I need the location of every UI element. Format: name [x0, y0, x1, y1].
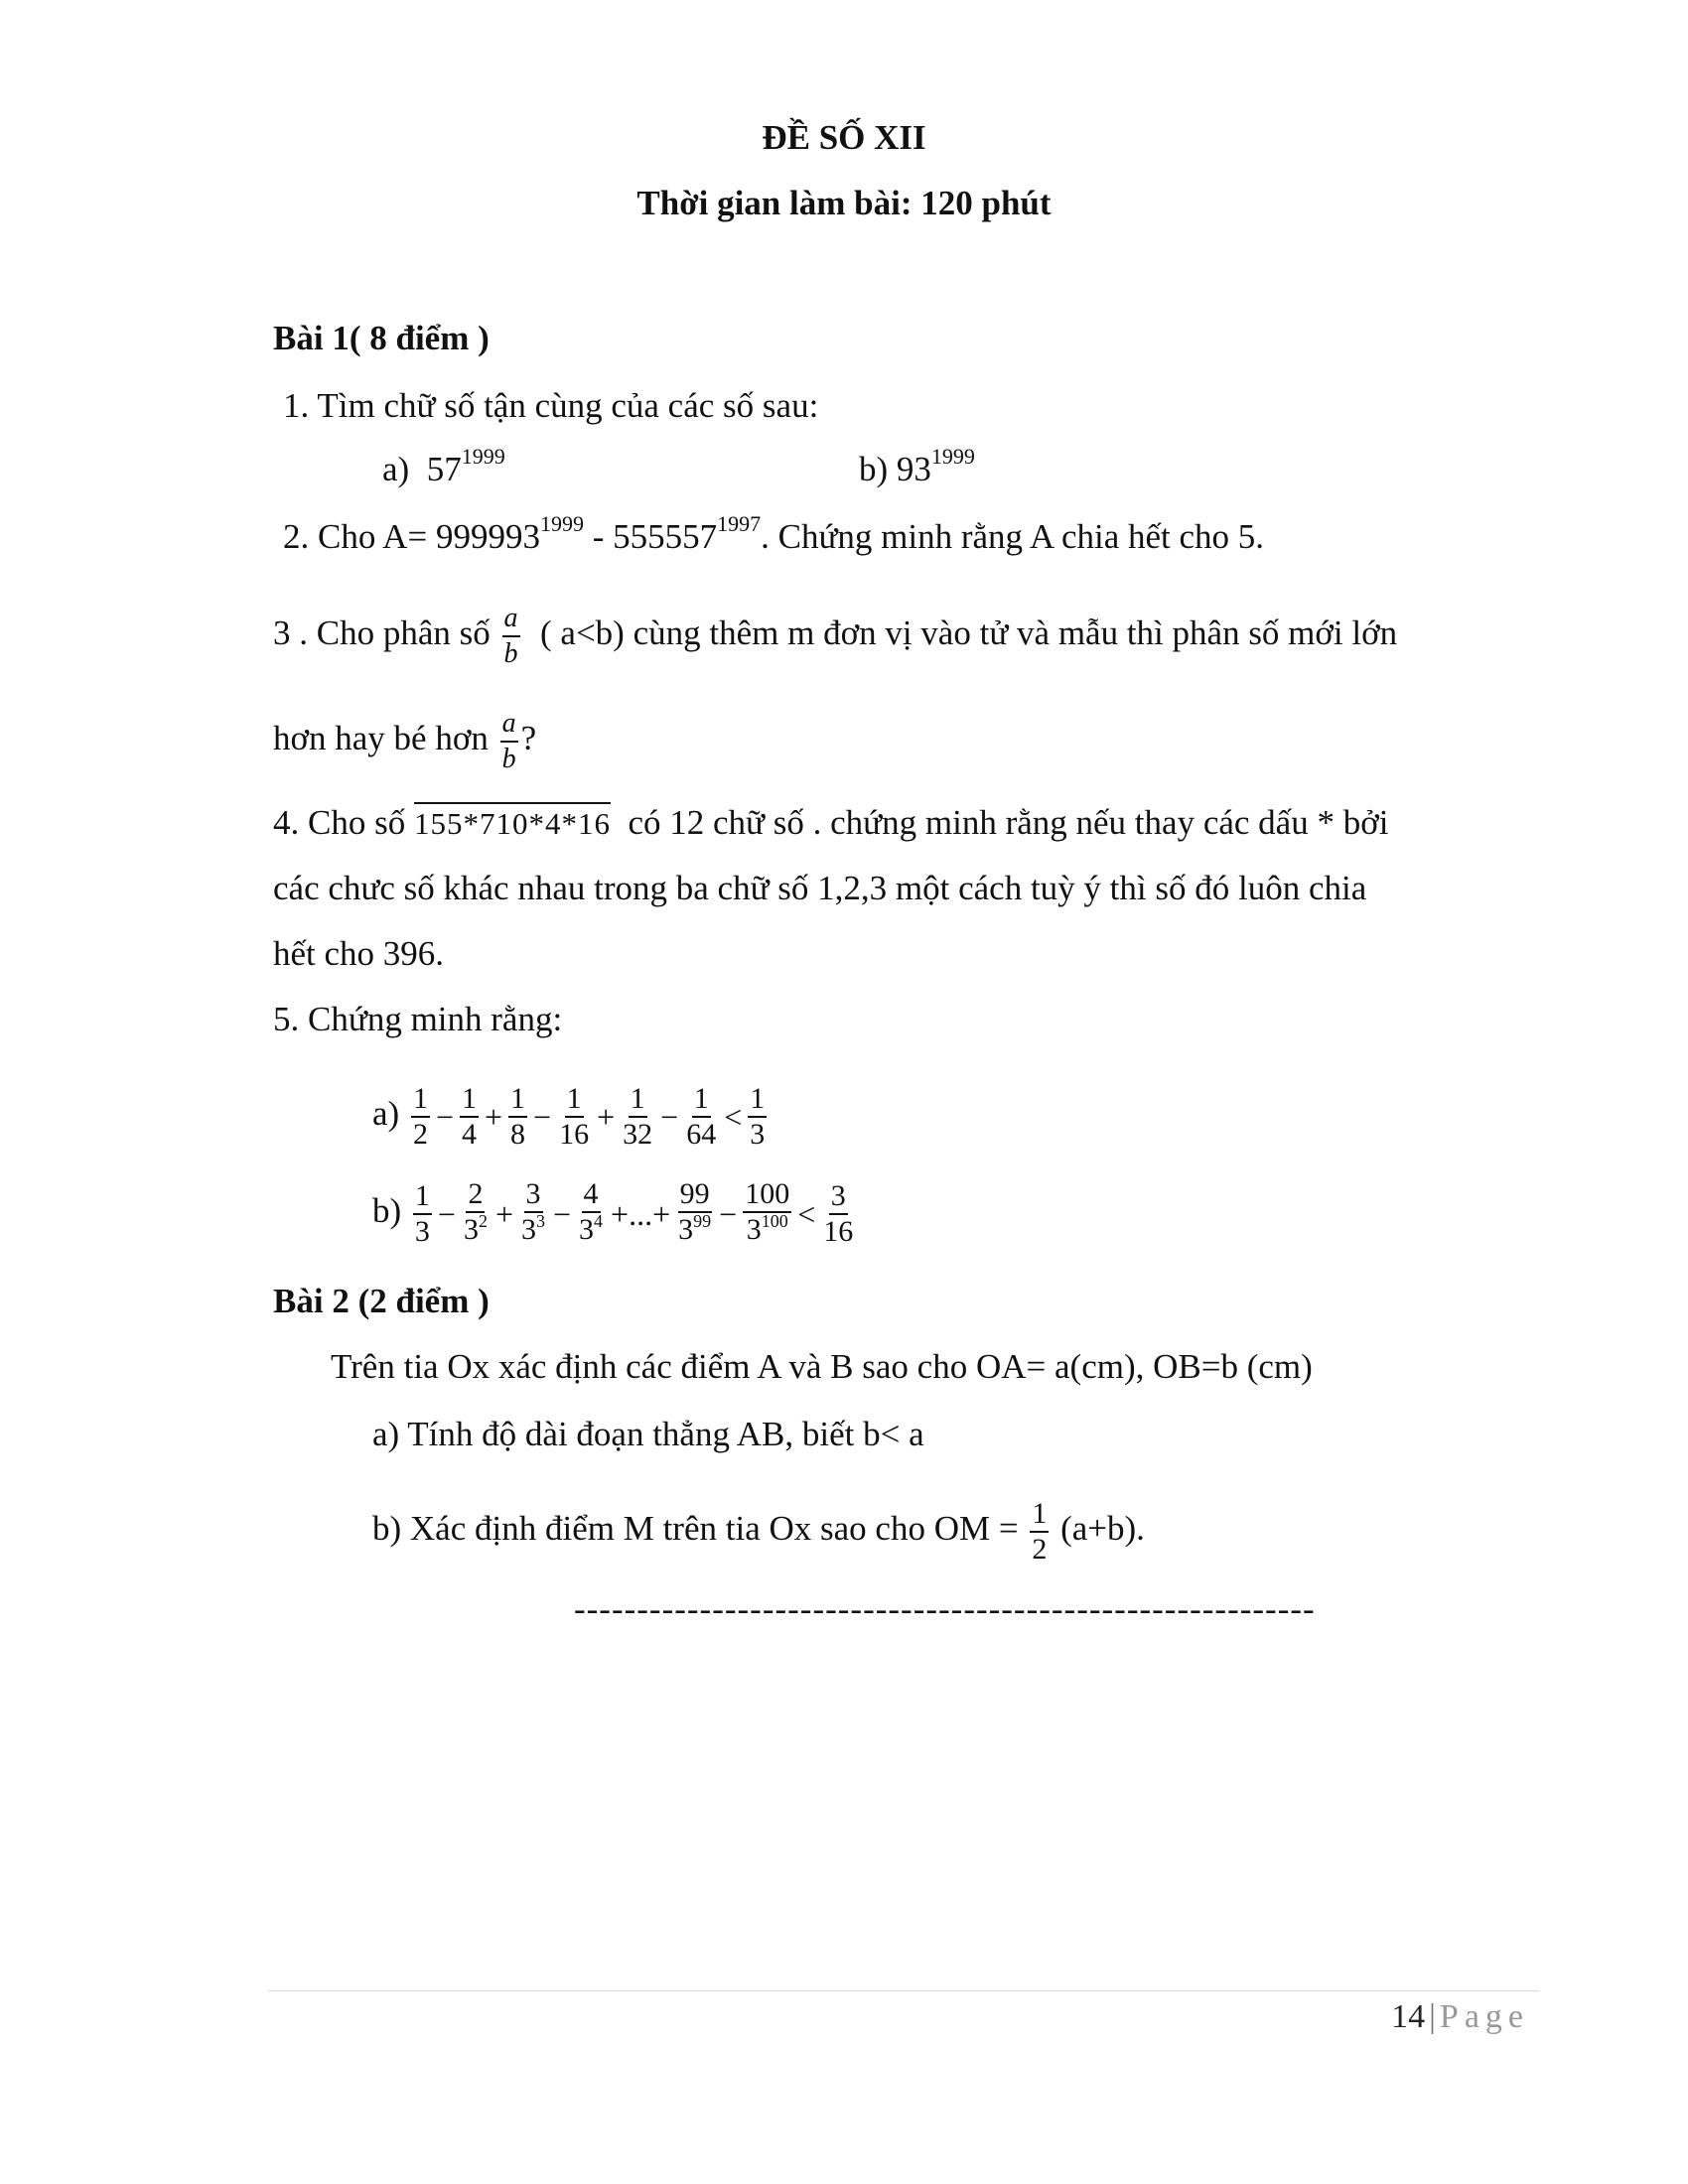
bai2-b-frac-den: 2 [1032, 1532, 1048, 1566]
q5-a-numerator: 1 [460, 1082, 479, 1118]
q3-line2-text: hơn hay bé hơn [273, 719, 489, 758]
q3-middle: ( a<b) cùng thêm m đơn vị vào tử và mẫu thì phân số mới lớn [540, 614, 1398, 653]
separator-line: ----------------------------------------------------------- [574, 1589, 1316, 1628]
q5-b-exponent: 3 [536, 1211, 545, 1232]
q5-a-operator: + [485, 1098, 503, 1135]
q5-a-fraction [557, 1082, 591, 1152]
page-number-separator: | [1429, 1998, 1436, 2035]
q4-line3: hết cho 396. [273, 934, 445, 973]
q2-exp1: 1999 [539, 511, 584, 536]
q5-a-operator: < [724, 1098, 743, 1135]
q5-b-fraction [519, 1177, 547, 1250]
q5-b-label: b) [372, 1191, 402, 1230]
q3-prefix: 3 . Cho phân số [273, 614, 491, 653]
q1-a [382, 444, 505, 494]
q5-b-numerator: 1 [413, 1179, 432, 1215]
q5-b-exponent: 4 [594, 1211, 604, 1232]
q5-a-denominator: 3 [750, 1117, 766, 1151]
q5-a-operator: − [435, 1098, 454, 1135]
q5-a-fraction [411, 1082, 430, 1152]
q5-a-numerator: 1 [411, 1082, 430, 1118]
q5-a-numerator: 1 [508, 1082, 527, 1118]
q3-frac2-den: b [501, 744, 516, 774]
q3-line1 [273, 602, 1397, 671]
q5-b-operator: + [494, 1195, 513, 1232]
q2-text [283, 511, 1265, 562]
q2-suffix: . Chứng minh rằng A chia hết cho 5. [761, 517, 1265, 556]
page-number-word: Page [1439, 1998, 1529, 2035]
q1-b-base: 93 [896, 450, 931, 488]
q5-b-numerator: 100 [743, 1177, 791, 1213]
q5-b-fraction [821, 1179, 855, 1249]
q5-a-denominator: 64 [686, 1117, 717, 1151]
q5-b-operator: +...+ [611, 1195, 671, 1232]
bai2-a: a) Tính độ dài đoạn thẳng AB, biết b< a [372, 1415, 924, 1453]
q5-a [372, 1074, 770, 1157]
q5-b-operator: − [437, 1195, 456, 1232]
q5-a-expression [408, 1081, 770, 1151]
q3-frac-num: a [502, 602, 520, 637]
q5-b-expression [410, 1177, 858, 1248]
q5-b-exponent: 2 [478, 1211, 488, 1232]
q5-a-denominator: 32 [623, 1117, 653, 1151]
q4-prefix: 4. Cho số [273, 803, 406, 842]
q5-b-operator: − [719, 1195, 738, 1232]
bai2-b-frac-num: 1 [1030, 1497, 1049, 1533]
q5-a-fraction [621, 1082, 654, 1152]
q5-b-fraction [462, 1177, 490, 1250]
q5-b-exponent: 99 [693, 1211, 712, 1232]
bai1-heading: Bài 1( 8 điểm ) [273, 319, 490, 357]
q5-a-fraction [748, 1082, 767, 1152]
q1-a-label: a) [382, 450, 410, 488]
q3-frac2-num: a [500, 707, 518, 743]
q3-frac-den: b [503, 638, 518, 669]
q5-b [372, 1171, 858, 1254]
q5-b-fraction [676, 1177, 713, 1250]
q2-base1: 999993 [435, 517, 540, 556]
q3-fraction [502, 602, 520, 671]
q5-b-numerator: 99 [678, 1177, 712, 1213]
q5-b-denominator: $3^{100}$ [746, 1211, 788, 1247]
q5-a-denominator: 8 [510, 1117, 526, 1151]
q2-exp2: 1997 [717, 511, 762, 536]
q5-a-denominator: 2 [412, 1117, 428, 1151]
q5-a-numerator: 1 [629, 1082, 647, 1118]
q4-line1 [273, 802, 1388, 845]
q1-b-label: b) [859, 450, 889, 488]
page-number [1391, 1998, 1529, 2036]
q1-text: 1. Tìm chữ số tận cùng của các số sau: [283, 386, 819, 425]
bai2-intro: Trên tia Ox xác định các điểm A và B sao cho OA= a(cm), OB=b (cm) [331, 1347, 1313, 1386]
q5-b-numerator: 3 [829, 1179, 848, 1215]
q2-prefix: 2. Cho A= [283, 517, 436, 556]
q2-base2: 555557 [613, 517, 718, 556]
q4-suffix: có 12 chữ số . chứng minh rằng nếu thay các dấu * bởi [628, 803, 1389, 842]
q3-line2 [273, 707, 536, 776]
q3-question-mark: ? [520, 719, 537, 758]
q5-a-numerator: 1 [692, 1082, 711, 1118]
q5-a-denominator: 16 [559, 1117, 590, 1151]
q5-b-operator: < [797, 1195, 816, 1232]
q5-a-fraction [508, 1082, 527, 1152]
q4-line2: các chưc số khác nhau trong ba chữ số 1,2,3 một cách tuỳ ý thì số đó luôn chia [273, 869, 1367, 907]
q5-b-numerator: 4 [582, 1177, 601, 1213]
q1-a-base: 57 [426, 450, 462, 488]
q5-a-fraction [460, 1082, 479, 1152]
bai2-b-prefix: b) Xác định điểm M trên tia Ox sao cho OM = [372, 1509, 1019, 1548]
q1-b-exp: 1999 [930, 444, 975, 469]
q1-a-exp: 1999 [461, 444, 505, 469]
q5-a-fraction [684, 1082, 718, 1152]
bai2-b-fraction [1030, 1497, 1049, 1567]
q5-a-operator: + [597, 1098, 616, 1135]
q5-a-numerator: 1 [748, 1082, 767, 1118]
exam-time: Thời gian làm bài: 120 phút [636, 184, 1052, 222]
q5-b-numerator: 2 [466, 1177, 485, 1213]
bai2-b [372, 1489, 1145, 1569]
q5-b-denominator: 16 [823, 1214, 854, 1248]
q3-fraction-2 [500, 707, 518, 776]
q5-b-exponent: 100 [761, 1211, 788, 1232]
q5-b-denominator: $3^4$ [579, 1211, 604, 1247]
page-number-value: 14 [1391, 1998, 1426, 2035]
bai2-heading: Bài 2 (2 điểm ) [273, 1282, 490, 1320]
q4-number: 155*710*4*16 [414, 802, 611, 841]
q5-b-fraction [577, 1177, 605, 1250]
q5-a-operator: − [660, 1098, 679, 1135]
q5-b-operator: − [553, 1195, 572, 1232]
q5-b-denominator: $3^{99}$ [678, 1211, 712, 1247]
q5-b-fraction [413, 1179, 432, 1249]
q5-a-numerator: 1 [565, 1082, 584, 1118]
bai2-b-suffix: (a+b). [1060, 1509, 1145, 1548]
q5-a-denominator: 4 [462, 1117, 477, 1151]
q5-b-fraction [743, 1177, 791, 1250]
q5-b-denominator: $3^2$ [463, 1211, 488, 1247]
q5-b-numerator: 3 [524, 1177, 543, 1213]
q5-b-denominator: 3 [414, 1214, 430, 1248]
q2-minus: - [583, 517, 614, 556]
exam-title: ĐỀ SỐ XII [762, 118, 926, 157]
q1-b [859, 444, 975, 494]
q5-text: 5. Chứng minh rằng: [273, 1000, 563, 1038]
footer-rule [268, 1990, 1539, 1991]
q5-b-denominator: $3^3$ [521, 1211, 545, 1247]
q5-a-operator: − [533, 1098, 552, 1135]
q5-a-label: a) [372, 1094, 400, 1133]
